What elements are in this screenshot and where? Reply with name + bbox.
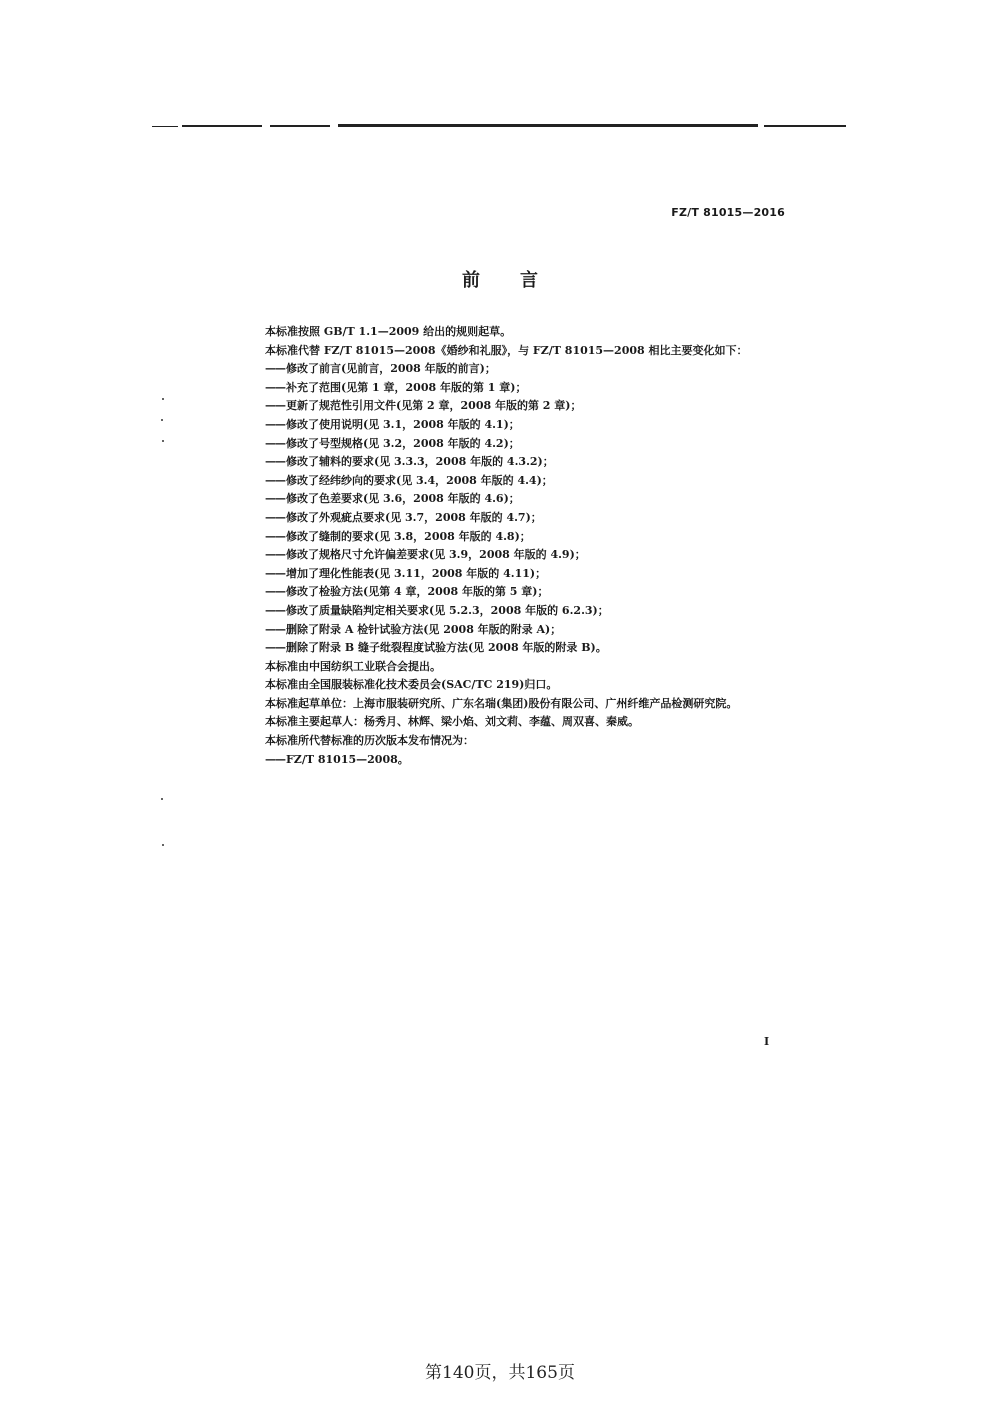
scan-speck xyxy=(162,398,164,400)
dash-mark: —— xyxy=(265,548,285,562)
dash-mark: —— xyxy=(265,473,285,487)
dash-mark: —— xyxy=(265,641,285,655)
change-item xyxy=(265,416,825,435)
change-item-text: 修改了规格尺寸允许偏差要求(见 3.9，2008 年版的 4.9)； xyxy=(286,548,586,562)
page-number-roman: I xyxy=(764,1035,770,1048)
change-item-text: 修改了辅料的要求(见 3.3.3，2008 年版的 4.3.2)； xyxy=(286,455,554,469)
change-item xyxy=(265,565,825,584)
change-item xyxy=(265,472,825,491)
dash-mark: —— xyxy=(265,566,285,580)
standard-number: FZ/T 81015—2016 xyxy=(671,206,785,219)
page-footer: 第140页，共165页 xyxy=(425,1363,575,1383)
change-item xyxy=(265,509,825,528)
change-item-text: 修改了前言(见前言，2008 年版的前言)； xyxy=(286,362,496,376)
change-item xyxy=(265,490,825,509)
change-item-text: 补充了范围(见第 1 章，2008 年版的第 1 章)； xyxy=(286,380,527,394)
change-item-text: 修改了检验方法(见第 4 章，2008 年版的第 5 章)； xyxy=(286,585,549,599)
foreword-body xyxy=(265,323,825,769)
history-item xyxy=(265,751,825,770)
change-item-text: 删除了附录 A 检针试验方法(见 2008 年版的附录 A)； xyxy=(286,622,562,636)
dash-mark: —— xyxy=(265,492,285,506)
change-item-text: 修改了经纬纱向的要求(见 3.4，2008 年版的 4.4)； xyxy=(286,473,553,487)
change-item xyxy=(265,583,825,602)
history-item-text: FZ/T 81015—2008。 xyxy=(286,752,409,766)
paragraph-replacement: 本标准代替 FZ/T 81015—2008《婚纱和礼服》，与 FZ/T 81015—2008 相比主要变化如下： xyxy=(265,343,748,357)
change-item xyxy=(265,602,825,621)
dash-mark: —— xyxy=(265,510,285,524)
dash-mark: —— xyxy=(265,585,285,599)
paragraph-proposer: 本标准由中国纺织工业联合会提出。 xyxy=(265,659,441,673)
dash-mark: —— xyxy=(265,380,285,394)
change-item-text: 更新了规范性引用文件(见第 2 章，2008 年版的第 2 章)； xyxy=(286,399,582,413)
change-item-text: 修改了外观疵点要求(见 3.7，2008 年版的 4.7)； xyxy=(286,510,542,524)
change-item xyxy=(265,379,825,398)
change-item-text: 修改了使用说明(见 3.1，2008 年版的 4.1)； xyxy=(286,417,520,431)
dash-mark: —— xyxy=(265,399,285,413)
paragraph-drafting-units: 本标准起草单位：上海市服装研究所、广东名瑞(集团)股份有限公司、广州纤维产品检测研究院。 xyxy=(265,696,738,710)
dash-mark: —— xyxy=(265,362,285,376)
scan-speck xyxy=(162,844,164,846)
dash-mark: —— xyxy=(265,455,285,469)
dash-mark: —— xyxy=(265,436,285,450)
dash-mark: —— xyxy=(265,622,285,636)
change-item xyxy=(265,435,825,454)
paragraph-drafters: 本标准主要起草人：杨秀月、林辉、梁小焰、刘文莉、李蕴、周双喜、秦威。 xyxy=(265,715,639,729)
change-item-text: 删除了附录 B 缝子纰裂程度试验方法(见 2008 年版的附录 B)。 xyxy=(286,641,607,655)
header-rule xyxy=(152,124,846,130)
scan-speck xyxy=(162,440,164,442)
paragraph-history-intro: 本标准所代替标准的历次版本发布情况为： xyxy=(265,734,474,748)
scan-speck xyxy=(161,798,163,800)
change-item-text: 修改了号型规格(见 3.2，2008 年版的 4.2)； xyxy=(286,436,520,450)
change-item-text: 修改了质量缺陷判定相关要求(见 5.2.3，2008 年版的 6.2.3)； xyxy=(286,603,609,617)
change-item-text: 修改了色差要求(见 3.6，2008 年版的 4.6)； xyxy=(286,492,520,506)
change-item xyxy=(265,639,825,658)
dash-mark: —— xyxy=(265,529,285,543)
change-item xyxy=(265,546,825,565)
change-item xyxy=(265,360,825,379)
dash-mark: —— xyxy=(265,752,285,766)
change-item-text: 修改了缝制的要求(见 3.8，2008 年版的 4.8)； xyxy=(286,529,531,543)
change-list xyxy=(265,360,825,658)
paragraph-drafting-rules: 本标准按照 GB/T 1.1—2009 给出的规则起草。 xyxy=(265,325,512,338)
dash-mark: —— xyxy=(265,603,285,617)
change-item xyxy=(265,621,825,640)
change-item-text: 增加了理化性能表(见 3.11，2008 年版的 4.11)； xyxy=(286,566,547,580)
change-item xyxy=(265,453,825,472)
page-title: 前言 xyxy=(462,270,578,291)
change-item xyxy=(265,397,825,416)
dash-mark: —— xyxy=(265,417,285,431)
scan-speck xyxy=(161,419,163,421)
change-item xyxy=(265,528,825,547)
paragraph-committee: 本标准由全国服装标准化技术委员会(SAC/TC 219)归口。 xyxy=(265,678,558,692)
